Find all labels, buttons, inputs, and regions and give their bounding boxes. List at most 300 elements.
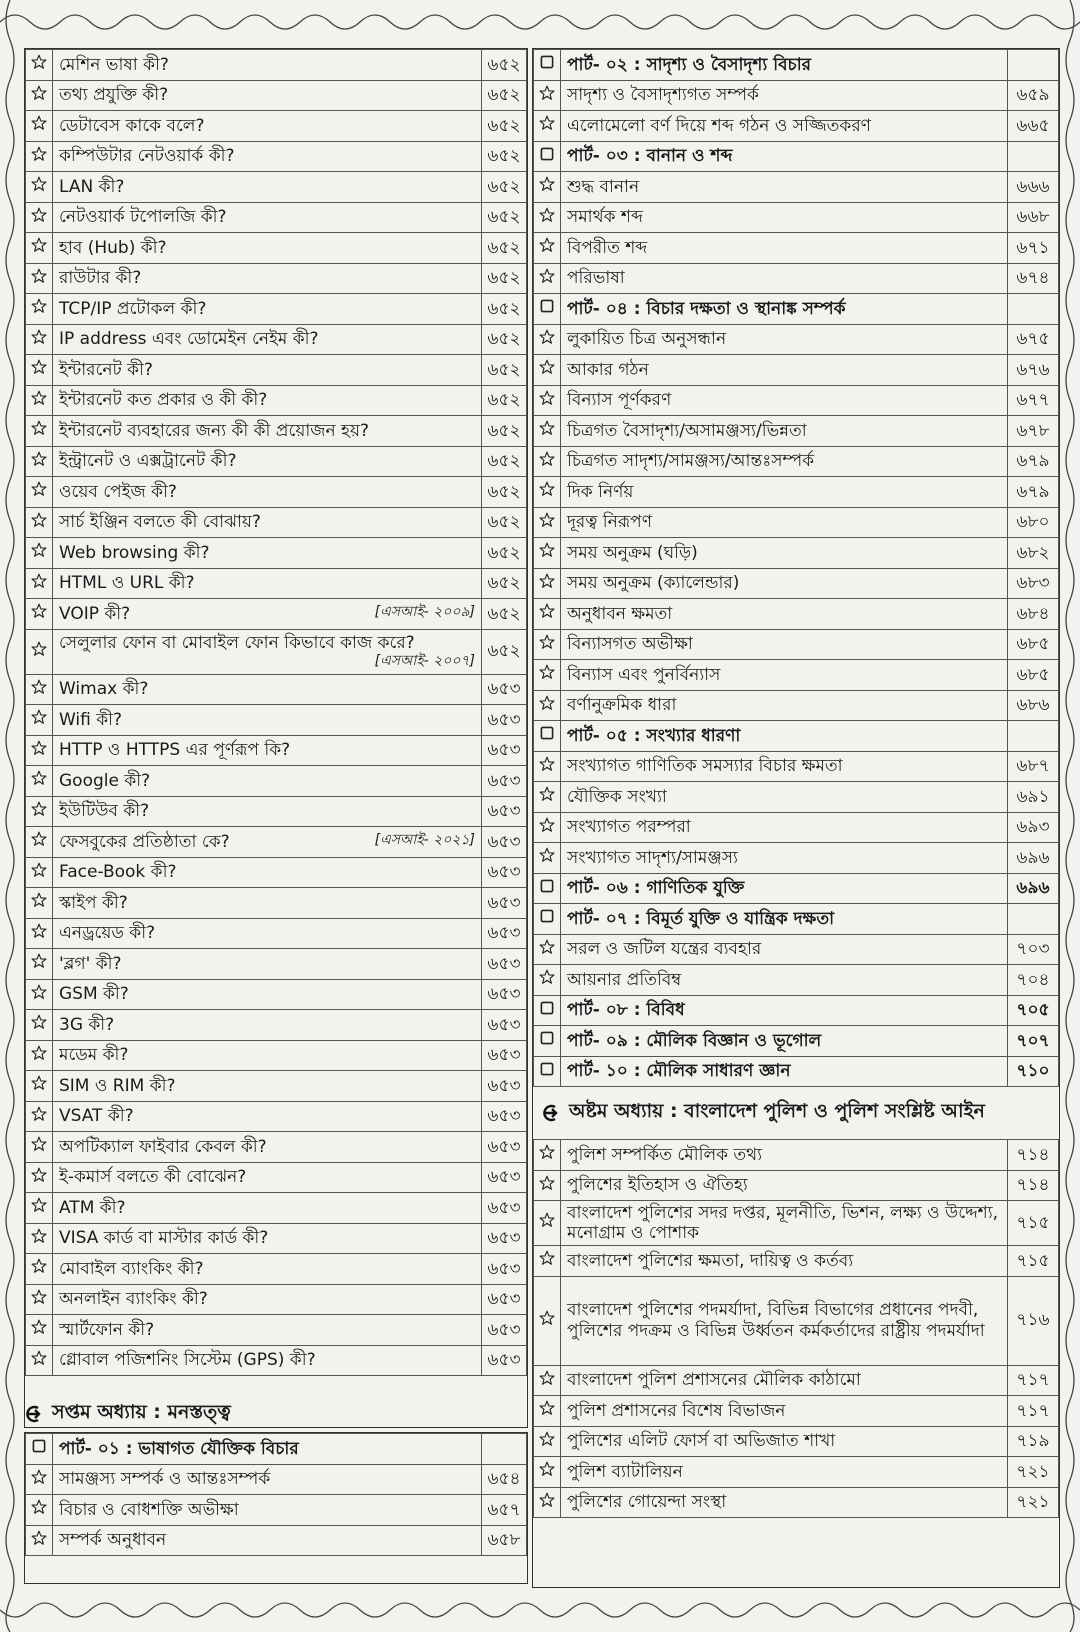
toc-row — [534, 1246, 1059, 1277]
toc-page-number: ৬৫৩ — [482, 949, 527, 980]
toc-page-number: ৬৫৩ — [482, 705, 527, 736]
toc-entry-text: ইউটিউব কী? — [59, 801, 150, 822]
toc-entry-title — [53, 949, 482, 980]
toc-page-number: ৬৮৫ — [1008, 660, 1059, 691]
toc-row — [26, 172, 527, 203]
toc-part-row — [26, 1434, 527, 1465]
toc-entry-text: লুকায়িত চিত্র অনুসন্ধান — [567, 329, 727, 350]
star-icon — [31, 1136, 47, 1152]
toc-entry-title — [561, 1170, 1008, 1201]
toc-entry-text: মেশিন ভাষা কী? — [59, 54, 169, 75]
toc-bullet — [26, 568, 53, 599]
star-icon — [31, 1319, 47, 1335]
toc-row — [26, 735, 527, 766]
toc-entry-title — [53, 202, 482, 233]
toc-bullet — [26, 949, 53, 980]
chapter-7-heading — [24, 1398, 231, 1430]
toc-entry-text: ফেসবুকের প্রতিষ্ঠাতা কে? — [59, 831, 230, 852]
toc-row — [26, 1495, 527, 1526]
toc-entry-text: হাব (Hub) কী? — [59, 237, 167, 258]
toc-bullet — [534, 751, 561, 782]
toc-entry-text: পার্ট- ০২ : সাদৃশ্য ও বৈসাদৃশ্য বিচার — [567, 54, 811, 75]
toc-entry-title — [53, 263, 482, 294]
toc-row — [26, 538, 527, 569]
toc-bullet — [26, 355, 53, 386]
ornamental-border-right — [1060, 0, 1080, 1632]
toc-row — [26, 1040, 527, 1071]
toc-entry-text: স্মার্টফোন কী? — [59, 1319, 155, 1340]
toc-bullet — [26, 1464, 53, 1495]
toc-row — [26, 599, 527, 630]
toc-entry-title — [53, 1162, 482, 1193]
toc-page-number: ৬৫২ — [482, 324, 527, 355]
star-icon — [539, 1461, 555, 1477]
toc-row — [26, 1315, 527, 1346]
toc-entry-text: এলোমেলো বর্ণ দিয়ে শব্দ গঠন ও সজ্জিতকরণ — [567, 115, 871, 136]
toc-row — [26, 766, 527, 797]
toc-bullet — [534, 1487, 561, 1518]
toc-part-row — [534, 873, 1059, 904]
toc-entry-text: পার্ট- ০৯ : মৌলিক বিজ্ঞান ও ভূগোল — [567, 1030, 822, 1051]
toc-row — [26, 796, 527, 827]
toc-page-number — [1008, 50, 1059, 81]
toc-entry-text: শুদ্ধ বানান — [567, 176, 640, 197]
toc-bullet — [26, 1132, 53, 1163]
toc-entry-text: পুলিশ সম্পর্কিত মৌলিক তথ্য — [567, 1144, 763, 1165]
toc-entry-title — [561, 1201, 1008, 1246]
star-icon — [31, 1197, 47, 1213]
toc-entry-text: HTML ও URL কী? — [59, 573, 195, 594]
toc-page-number: ৭১৪ — [1008, 1140, 1059, 1171]
toc-bullet — [26, 202, 53, 233]
toc-page-number: ৬৯৩ — [1008, 812, 1059, 843]
star-icon — [539, 1370, 555, 1386]
toc-entry-text: পুলিশের গোয়েন্দা সংস্থা — [567, 1492, 727, 1513]
toc-part-row — [534, 50, 1059, 81]
toc-entry-title — [53, 1254, 482, 1285]
toc-entry-title — [561, 1246, 1008, 1277]
toc-entry-title — [53, 918, 482, 949]
toc-bullet — [26, 1525, 53, 1556]
toc-row — [26, 1071, 527, 1102]
toc-page-number: ৬৫২ — [482, 111, 527, 142]
toc-entry-title — [561, 721, 1008, 752]
toc-page-number: ৬৭৯ — [1008, 446, 1059, 477]
toc-page-number: ৭২১ — [1008, 1487, 1059, 1518]
left-toc-column-lower — [24, 1432, 528, 1584]
star-icon — [31, 1014, 47, 1030]
toc-bullet — [534, 50, 561, 81]
toc-entry-text: VSAT কী? — [59, 1106, 134, 1127]
right-toc-table-lower — [533, 1139, 1059, 1518]
star-icon — [31, 1075, 47, 1091]
toc-entry-text: নেটওয়ার্ক টপোলজি কী? — [59, 207, 227, 228]
star-icon — [539, 237, 555, 253]
toc-page-number: ৬৫২ — [482, 385, 527, 416]
toc-page-number: ৬৬৬ — [1008, 172, 1059, 203]
toc-bullet — [534, 1170, 561, 1201]
star-icon — [31, 54, 47, 70]
toc-entry-text: সময় অনুক্রম (ঘড়ি) — [567, 542, 698, 563]
toc-bullet — [534, 812, 561, 843]
toc-page-number: ৬৫৭ — [482, 1495, 527, 1526]
star-icon — [31, 892, 47, 908]
toc-page-number: ৬৮৫ — [1008, 629, 1059, 660]
toc-page-number: ৬৭৬ — [1008, 355, 1059, 386]
toc-bullet — [534, 568, 561, 599]
toc-row — [534, 843, 1059, 874]
checkbox-square-icon — [539, 54, 555, 70]
toc-entry-text: দূরত্ব নিরূপণ — [567, 512, 652, 533]
toc-entry-text: সরল ও জটিল যন্ত্রের ব্যবহার — [567, 939, 762, 960]
toc-entry-title — [53, 507, 482, 538]
toc-page-number: ৬৯৬ — [1008, 873, 1059, 904]
toc-row — [534, 1201, 1059, 1246]
toc-page-number: ৬৫২ — [482, 294, 527, 325]
star-icon — [31, 390, 47, 406]
star-icon — [31, 1258, 47, 1274]
toc-entry-title — [53, 416, 482, 447]
toc-bullet — [26, 827, 53, 858]
star-icon — [31, 923, 47, 939]
toc-bullet — [26, 1223, 53, 1254]
toc-entry-title — [53, 385, 482, 416]
star-icon — [539, 512, 555, 528]
toc-row — [534, 1365, 1059, 1396]
toc-bullet — [26, 233, 53, 264]
toc-entry-text: পার্ট- ০৮ : বিবিধ — [567, 1000, 685, 1021]
toc-entry-text: কম্পিউটার নেটওয়ার্ক কী? — [59, 146, 235, 167]
star-icon — [539, 115, 555, 131]
toc-row — [26, 1010, 527, 1041]
toc-page-number: ৬৫৩ — [482, 1071, 527, 1102]
toc-part-row — [534, 1026, 1059, 1057]
toc-page-number: ৭১৭ — [1008, 1365, 1059, 1396]
toc-page-number: ৬৫২ — [482, 141, 527, 172]
toc-page-number: ৬৫৯ — [1008, 80, 1059, 111]
toc-entry-title — [53, 888, 482, 919]
toc-page-number: ৬৫৩ — [482, 827, 527, 858]
toc-entry-text: সামঞ্জস্য সম্পর্ক ও আন্তঃসম্পর্ক — [59, 1469, 271, 1490]
star-icon — [539, 207, 555, 223]
toc-page-number: ৬৫৩ — [482, 735, 527, 766]
toc-page-number: ৬৫২ — [482, 80, 527, 111]
toc-entry-title — [561, 995, 1008, 1026]
toc-bullet — [26, 111, 53, 142]
star-icon — [31, 359, 47, 375]
toc-entry-text: বিন্যাসগত অভীক্ষা — [567, 634, 693, 655]
star-icon — [31, 831, 47, 847]
toc-entry-title — [561, 538, 1008, 569]
toc-entry-title — [53, 1525, 482, 1556]
toc-entry-text: আয়নার প্রতিবিম্ব — [567, 969, 682, 990]
toc-entry-text: পার্ট- ০৪ : বিচার দক্ষতা ও স্থানাঙ্ক সম্পর্ক — [567, 298, 846, 319]
toc-row — [534, 172, 1059, 203]
toc-page-number: ৭১৭ — [1008, 1396, 1059, 1427]
toc-bullet — [26, 1193, 53, 1224]
toc-row — [26, 1284, 527, 1315]
star-icon — [31, 770, 47, 786]
toc-bullet — [534, 1457, 561, 1488]
toc-entry-title — [53, 705, 482, 736]
toc-entry-title — [53, 446, 482, 477]
toc-bullet — [534, 507, 561, 538]
toc-row — [26, 1162, 527, 1193]
toc-entry-text: ইন্টারনেট কী? — [59, 359, 153, 380]
toc-page-number: ৬৫৩ — [482, 979, 527, 1010]
toc-row — [26, 80, 527, 111]
toc-row — [534, 660, 1059, 691]
star-icon — [539, 542, 555, 558]
toc-entry-text: ডেটাবেস কাকে বলে? — [59, 115, 205, 136]
toc-entry-title — [561, 1396, 1008, 1427]
toc-row — [534, 1276, 1059, 1365]
toc-page-number: ৬৫২ — [482, 233, 527, 264]
toc-row — [534, 751, 1059, 782]
toc-entry-text: সংখ্যাগত সাদৃশ্য/সামঞ্জস্য — [567, 847, 738, 868]
toc-bullet — [534, 904, 561, 935]
toc-bullet — [534, 1396, 561, 1427]
toc-entry-text: গ্লোবাল পজিশনিং সিস্টেম (GPS) কী? — [59, 1350, 316, 1371]
toc-entry-title — [561, 904, 1008, 935]
toc-page-number: ৬৭১ — [1008, 233, 1059, 264]
toc-row — [26, 233, 527, 264]
toc-bullet — [26, 446, 53, 477]
toc-bullet — [26, 1284, 53, 1315]
toc-entry-text: HTTP ও HTTPS এর পূর্ণরূপ কি? — [59, 740, 291, 761]
toc-entry-title — [53, 599, 482, 630]
toc-page-number: ৬৫৩ — [482, 1040, 527, 1071]
toc-entry-title — [53, 1193, 482, 1224]
toc-row — [26, 477, 527, 508]
toc-bullet — [26, 888, 53, 919]
star-icon — [31, 862, 47, 878]
toc-entry-title — [561, 172, 1008, 203]
toc-entry-title — [53, 1040, 482, 1071]
star-icon — [31, 709, 47, 725]
toc-entry-title — [561, 1457, 1008, 1488]
toc-entry-text: VOIP কী? — [59, 603, 131, 624]
toc-row — [534, 538, 1059, 569]
right-toc-table — [533, 49, 1059, 1087]
toc-page-number: ৬৫২ — [482, 629, 527, 674]
toc-entry-text: বাংলাদেশ পুলিশের ক্ষমতা, দায়িত্ব ও কর্তব্য — [567, 1250, 854, 1271]
toc-bullet — [26, 766, 53, 797]
toc-page-number: ৭০৫ — [1008, 995, 1059, 1026]
toc-entry-text: রাউটার কী? — [59, 268, 142, 289]
toc-row — [534, 1170, 1059, 1201]
toc-row — [26, 629, 527, 674]
star-icon — [31, 984, 47, 1000]
toc-page-number: ৬৮০ — [1008, 507, 1059, 538]
star-icon — [31, 268, 47, 284]
toc-bullet — [26, 385, 53, 416]
toc-entry-title — [53, 294, 482, 325]
left-toc-table — [25, 49, 527, 1376]
toc-entry-text: বাংলাদেশ পুলিশের পদমর্যাদা, বিভিন্ন বিভাগের প্রধানের পদবী, পুলিশের পদক্রম ও বিভিন্ন উর্ধ্বতন কর্মকর্তাদের রাষ্ট্রীয় পদমর্যাদা — [567, 1300, 985, 1341]
toc-entry-text: পুলিশের এলিট ফোর্স বা অভিজাত শাখা — [567, 1431, 836, 1452]
toc-bullet — [534, 324, 561, 355]
toc-entry-title — [53, 827, 482, 858]
toc-entry-title — [53, 1464, 482, 1495]
toc-entry-text: চিত্রগত সাদৃশ্য/সামঞ্জস্য/আন্তঃসম্পর্ক — [567, 451, 815, 472]
toc-bullet — [26, 294, 53, 325]
toc-entry-title — [561, 80, 1008, 111]
toc-page-number: ৬৫৩ — [482, 1132, 527, 1163]
toc-entry-text: পার্ট- ০১ : ভাষাগত যৌক্তিক বিচার — [59, 1438, 299, 1459]
toc-bullet — [534, 80, 561, 111]
toc-page-number: ৬৫৩ — [482, 1162, 527, 1193]
toc-entry-title — [53, 857, 482, 888]
toc-entry-title — [53, 50, 482, 81]
toc-row — [26, 568, 527, 599]
toc-entry-text: পার্ট- ০৫ : সংখ্যার ধারণা — [567, 725, 741, 746]
exam-year-note: [এসআই- ২০০৯] — [374, 603, 475, 620]
toc-row — [534, 446, 1059, 477]
toc-page-number: ৬৫৩ — [482, 1345, 527, 1376]
toc-bullet — [534, 538, 561, 569]
toc-entry-title — [53, 111, 482, 142]
toc-entry-title — [561, 324, 1008, 355]
toc-page-number: ৬৫২ — [482, 202, 527, 233]
toc-entry-title — [561, 1026, 1008, 1057]
toc-entry-text: ওয়েব পেইজ কী? — [59, 481, 177, 502]
star-icon — [31, 420, 47, 436]
toc-bullet — [534, 599, 561, 630]
star-icon — [539, 817, 555, 833]
toc-bullet — [534, 873, 561, 904]
toc-entry-title — [561, 660, 1008, 691]
ornamental-border-bottom — [0, 1588, 1080, 1632]
toc-entry-text: SIM ও RIM কী? — [59, 1075, 176, 1096]
toc-row — [26, 507, 527, 538]
checkbox-square-icon — [31, 1438, 47, 1454]
star-icon — [31, 953, 47, 969]
exam-year-note: [এসআই- ২০২১] — [374, 831, 475, 848]
star-icon — [31, 451, 47, 467]
toc-page-number: ৭০৪ — [1008, 965, 1059, 996]
checkbox-square-icon — [539, 725, 555, 741]
toc-bullet — [534, 1056, 561, 1087]
toc-entry-text: Wifi কী? — [59, 709, 123, 730]
toc-entry-title — [53, 629, 482, 674]
star-icon — [31, 641, 47, 657]
toc-entry-title — [53, 355, 482, 386]
star-icon — [539, 268, 555, 284]
toc-bullet — [26, 50, 53, 81]
toc-entry-text: Web browsing কী? — [59, 542, 210, 563]
toc-bullet — [26, 477, 53, 508]
toc-entry-text: সাদৃশ্য ও বৈসাদৃশ্যগত সম্পর্ক — [567, 85, 759, 106]
toc-entry-text: মডেম কী? — [59, 1045, 129, 1066]
toc-part-row — [534, 995, 1059, 1026]
toc-entry-title — [561, 477, 1008, 508]
toc-entry-title — [561, 111, 1008, 142]
toc-entry-title — [53, 568, 482, 599]
toc-part-row — [534, 721, 1059, 752]
toc-page-number: ৬৫৩ — [482, 1254, 527, 1285]
star-icon — [31, 115, 47, 131]
toc-page-number: ৬৫৩ — [482, 888, 527, 919]
star-icon — [539, 756, 555, 772]
toc-entry-text: GSM কী? — [59, 984, 129, 1005]
toc-entry-title — [561, 873, 1008, 904]
toc-bullet — [534, 690, 561, 721]
checkbox-square-icon — [539, 878, 555, 894]
toc-bullet — [26, 629, 53, 674]
toc-bullet — [534, 1026, 561, 1057]
toc-row — [534, 1426, 1059, 1457]
star-icon — [31, 176, 47, 192]
chapter-8-title: অষ্টম অধ্যায় : বাংলাদেশ পুলিশ ও পুলিশ সংশ্লিষ্ট আইন — [569, 1100, 985, 1122]
star-icon — [31, 603, 47, 619]
toc-entry-title — [53, 1071, 482, 1102]
toc-entry-text: অনুধাবন ক্ষমতা — [567, 603, 673, 624]
toc-entry-title — [561, 965, 1008, 996]
toc-row — [26, 857, 527, 888]
toc-bullet — [534, 843, 561, 874]
toc-entry-title — [561, 507, 1008, 538]
toc-bullet — [26, 141, 53, 172]
toc-row — [26, 1101, 527, 1132]
toc-entry-text: ই-কমার্স বলতে কী বোঝেন? — [59, 1167, 247, 1188]
toc-page-number: ৭১৫ — [1008, 1201, 1059, 1246]
star-icon — [539, 1175, 555, 1191]
toc-row — [26, 1132, 527, 1163]
toc-page-number: ৬৫২ — [482, 50, 527, 81]
toc-entry-title — [561, 385, 1008, 416]
toc-page-number: ৬৫৩ — [482, 1010, 527, 1041]
star-icon — [539, 1212, 555, 1228]
toc-entry-title — [561, 233, 1008, 264]
toc-entry-title — [561, 690, 1008, 721]
toc-row — [534, 507, 1059, 538]
toc-entry-title — [53, 324, 482, 355]
toc-entry-title — [561, 629, 1008, 660]
toc-entry-title — [561, 1056, 1008, 1087]
toc-page-number: ৬৫৮ — [482, 1525, 527, 1556]
toc-entry-text: তথ্য প্রযুক্তি কী? — [59, 85, 169, 106]
star-icon — [539, 573, 555, 589]
toc-row — [534, 385, 1059, 416]
toc-page-number: ৬৫৩ — [482, 1223, 527, 1254]
star-icon — [539, 1250, 555, 1266]
ornamental-border-top — [0, 0, 1080, 44]
toc-entry-text: Wimax কী? — [59, 679, 149, 700]
toc-bullet — [26, 1010, 53, 1041]
toc-page-number: ৬৫৩ — [482, 796, 527, 827]
toc-bullet — [26, 979, 53, 1010]
toc-page-number: ৬৭৪ — [1008, 263, 1059, 294]
toc-entry-title — [561, 934, 1008, 965]
toc-bullet — [534, 355, 561, 386]
toc-row — [534, 324, 1059, 355]
toc-bullet — [534, 1140, 561, 1171]
toc-part-row — [534, 141, 1059, 172]
toc-entry-text: পরিভাষা — [567, 268, 625, 289]
toc-row — [26, 1345, 527, 1376]
star-icon — [539, 481, 555, 497]
toc-page-number: ৬৮৭ — [1008, 751, 1059, 782]
star-icon — [539, 85, 555, 101]
star-icon — [539, 1492, 555, 1508]
toc-row — [534, 965, 1059, 996]
toc-row — [26, 1193, 527, 1224]
toc-entry-text: TCP/IP প্রটোকল কী? — [59, 298, 207, 319]
toc-entry-title — [53, 1101, 482, 1132]
toc-entry-text: VISA কার্ড বা মাস্টার কার্ড কী? — [59, 1228, 269, 1249]
toc-entry-text: সম্পর্ক অনুধাবন — [59, 1530, 167, 1551]
